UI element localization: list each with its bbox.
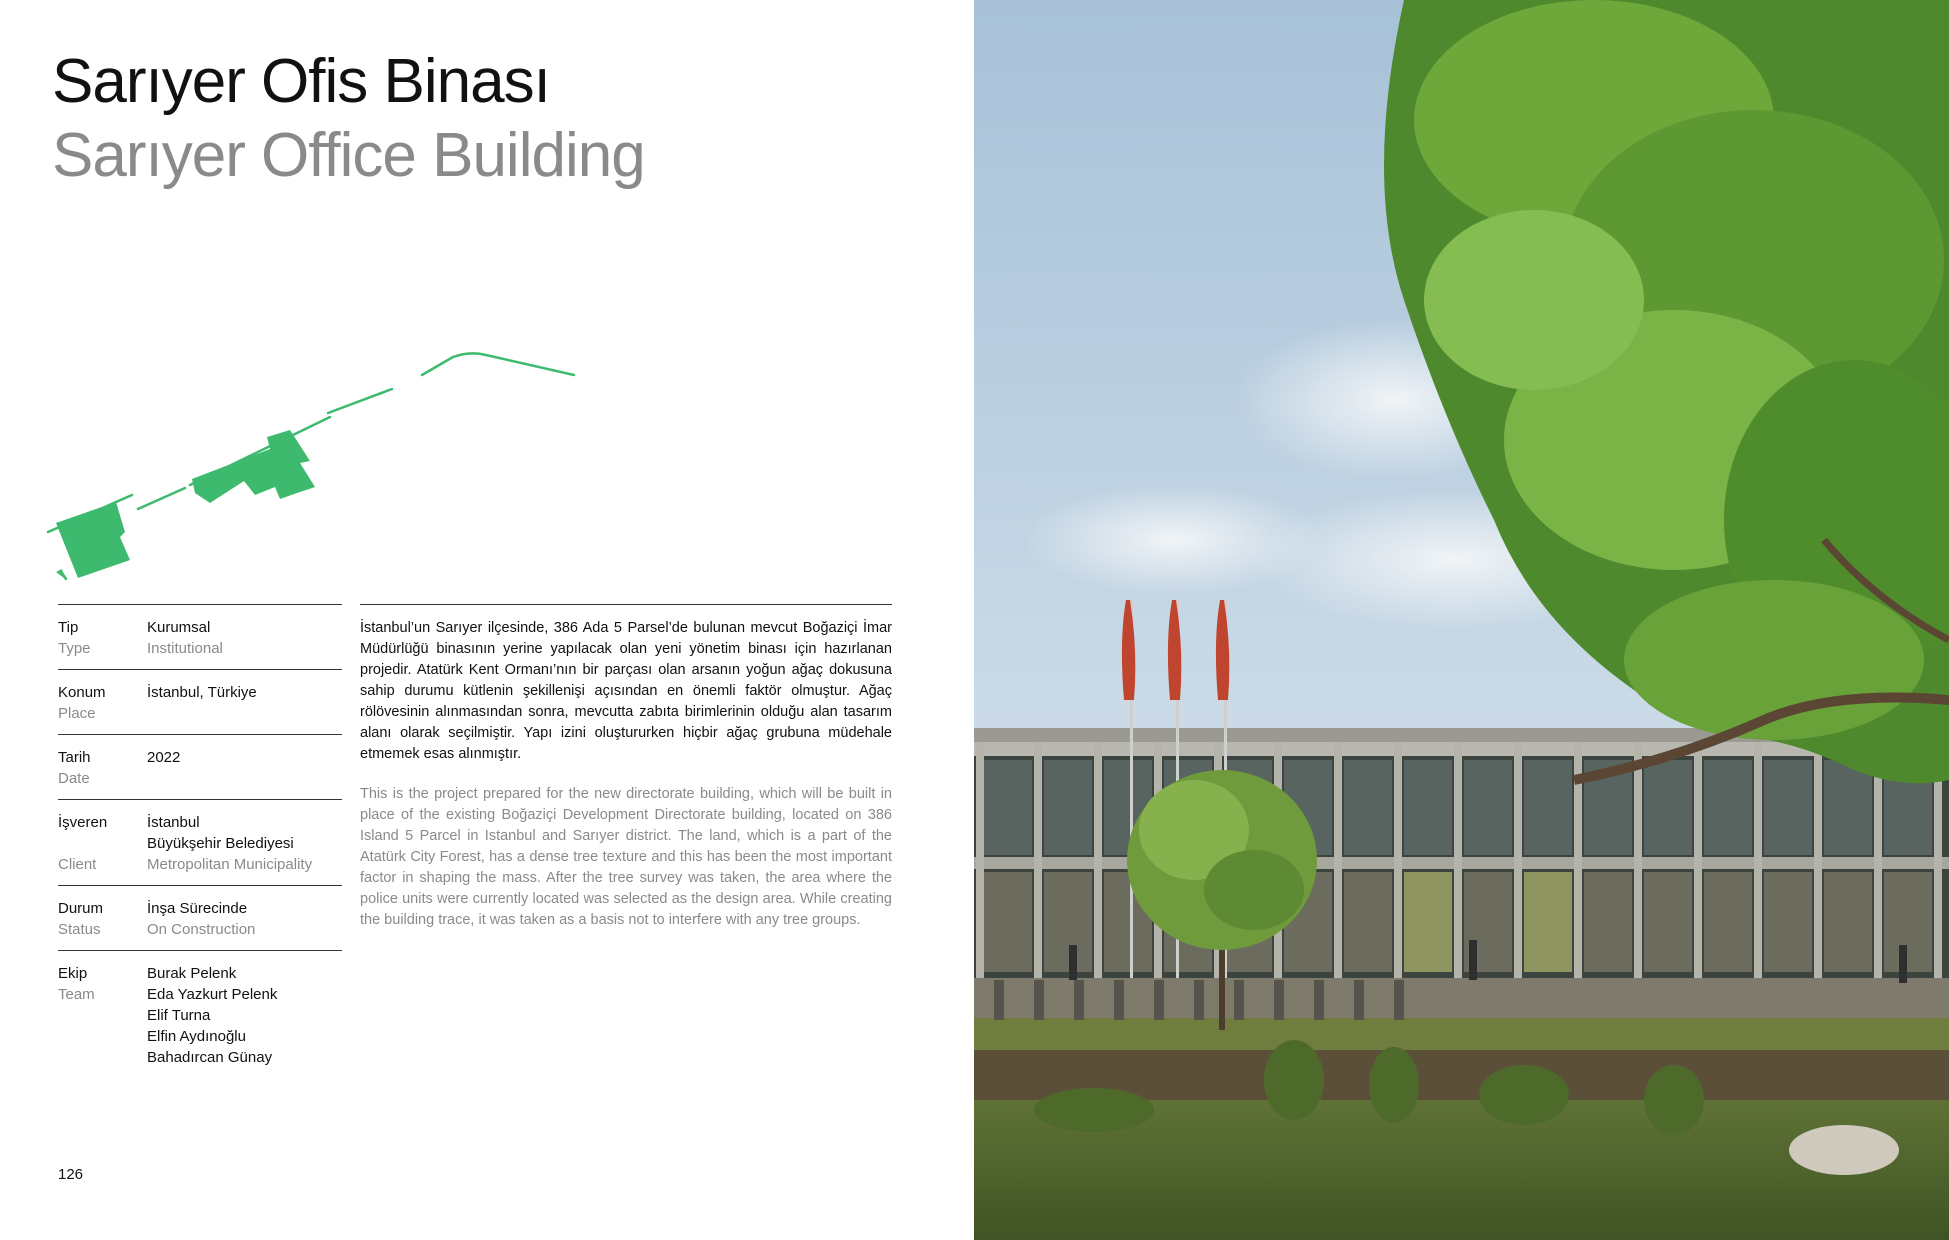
page-title: Sarıyer Ofis Binası [52, 47, 550, 116]
info-value-en: Institutional [147, 640, 223, 657]
description-turkish: İstanbul’un Sarıyer ilçesinde, 386 Ada 5 Parsel’de bulunan mevcut Boğaziçi İmar Müdürlüğü binasının yerine yapılacak olan yeni yönetim binası için hazırlanan projedir. Atatürk Kent Ormanı’nın bir parçası olan arsanın yoğun ağaç dokusuna sahip durumu kütlenin şekillenişi açısından en önemli faktör olmuştur. Ağaç rölövesinin alınmasından sonra, mevcutta zabıta birimlerinin olduğu alan tasarım alanı olarak seçilmiştir. Yapı izini oluştururken hiçbir ağaç grubuna müdehale etmemek esas alınmıştır. [360, 620, 892, 762]
info-row-date [58, 735, 342, 800]
building-footprint [56, 430, 315, 578]
info-key: Konum [58, 684, 106, 701]
info-key: İşveren [58, 814, 108, 831]
info-value: İstanbul, Türkiye [147, 684, 257, 701]
site-plan-diagram [40, 345, 600, 590]
info-key-en: Status [58, 921, 101, 938]
info-key-en: Team [58, 986, 95, 1003]
info-key-en: Client [58, 856, 97, 873]
site-boundary-line [422, 353, 574, 375]
info-key: Ekip [58, 965, 88, 982]
team-member: Elif Turna [147, 1007, 211, 1024]
info-value: İstanbul [147, 814, 200, 831]
north-arrow-head-icon [56, 569, 64, 578]
info-value: 2022 [147, 749, 181, 766]
page-subtitle: Sarıyer Office Building [52, 121, 645, 190]
info-key-en: Type [58, 640, 91, 657]
info-value: Kurumsal [147, 619, 211, 636]
team-member: Bahadırcan Günay [147, 1049, 273, 1066]
info-row-place [58, 670, 342, 735]
info-value-en: Metropolitan Municipality [147, 856, 313, 873]
info-key: Tarih [58, 749, 91, 766]
info-row-type [58, 605, 342, 670]
info-row-client [58, 800, 342, 886]
info-row-status [58, 886, 342, 951]
site-boundary-line [328, 389, 392, 413]
project-info-table [58, 604, 342, 1078]
team-member: Elfin Aydınoğlu [147, 1028, 246, 1045]
building-render-image [974, 0, 1949, 1240]
team-member: Burak Pelenk [147, 965, 237, 982]
team-member: Eda Yazkurt Pelenk [147, 986, 278, 1003]
info-value-line-2: Büyükşehir Belediyesi [147, 835, 294, 852]
building [974, 728, 1949, 978]
project-description [360, 604, 892, 931]
info-key: Durum [58, 900, 104, 917]
description-english: This is the project prepared for the new directorate building, which will be built in place of the existing Boğaziçi Development Directorate building, located on 386 Island 5 Parcel in Istanbul and Sarıyer district. The land, which is a part of the Atatürk City Forest, has a dense tree texture and this has been the most important factor in shaping the mass. After the tree survey was taken, the area where the police units were currently located was selected as the design area. While creating the building trace, it was taken as a basis not to interfere with any tree groups. [360, 786, 892, 928]
architectural-rendering [974, 0, 1949, 1240]
site-boundary-line [138, 488, 185, 509]
info-value-en: On Construction [147, 921, 256, 938]
info-value: İnşa Sürecinde [147, 900, 248, 917]
page-number: 126 [58, 1166, 84, 1183]
info-row-team [58, 951, 342, 1078]
info-key: Tip [58, 619, 79, 636]
info-key-en: Date [58, 770, 90, 787]
left-page [0, 0, 974, 1240]
info-key-en: Place [58, 705, 96, 722]
